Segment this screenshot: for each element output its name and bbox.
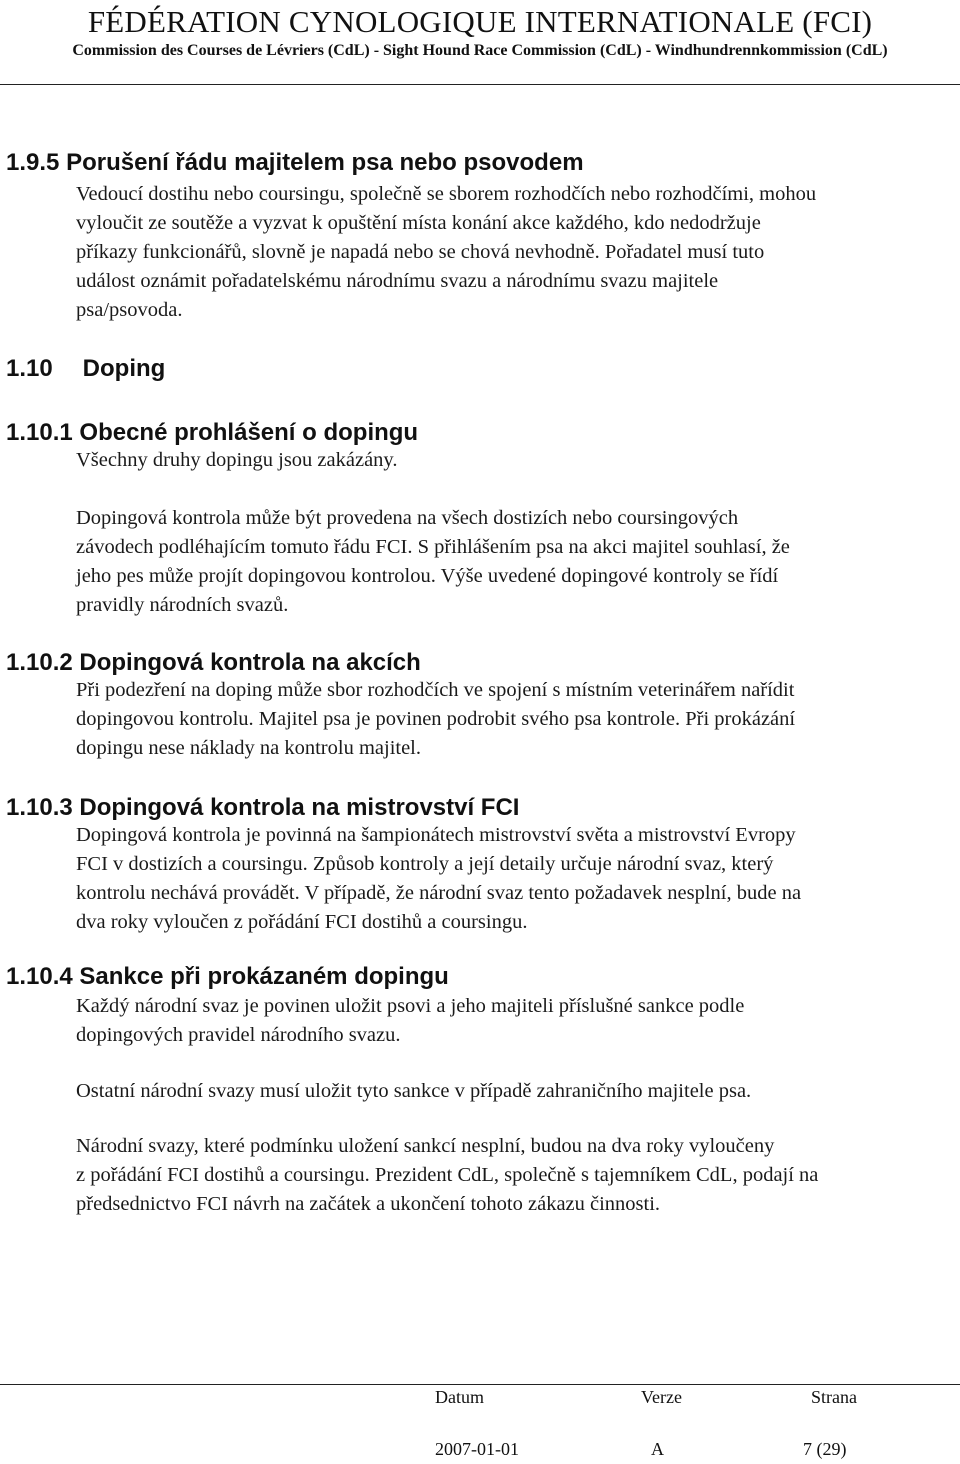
text-line: kontrolu nechává provádět. V případě, že národní svaz tento požadavek nesplní, bude na (76, 882, 802, 904)
footer-date-label: Datum (435, 1387, 484, 1407)
footer-rule (0, 1384, 960, 1385)
text-line: dopingu nese náklady na kontrolu majitel. (76, 737, 422, 759)
paragraph-1-10-1a (76, 446, 960, 475)
text-line: dopingových pravidel národního svazu. (76, 1024, 401, 1046)
section-heading-1-10-1 (6, 418, 418, 448)
text-line: Ostatní národní svazy musí uložit tyto sankce v případě zahraničního majitele psa. (76, 1080, 752, 1102)
section-title: Sankce při prokázaném dopingu (79, 963, 449, 990)
section-number: 1.10.2 (6, 649, 73, 676)
paragraph-1-10-4b (76, 1077, 960, 1106)
section-heading-1-10 (6, 354, 165, 384)
header-subtitle: Commission des Courses de Lévriers (CdL) - Sight Hound Race Commission (CdL) - Windhundrennkommission (CdL) (72, 42, 888, 59)
section-number: 1.10 (6, 355, 53, 382)
text-line: FCI v dostizích a coursingu. Způsob kontroly a její detaily určuje národní svaz, který (76, 853, 774, 875)
header-rule (0, 84, 960, 85)
paragraph-1-10-2 (76, 676, 960, 763)
text-line: závodech podléhajícím tomuto řádu FCI. S přihlášením psa na akci majitel souhlasí, že (76, 536, 790, 558)
text-line: příkazy funkcionářů, slovně je napadá nebo se chová nevhodně. Pořadatel musí tuto (76, 241, 765, 263)
text-line: Národní svazy, které podmínku uložení sankcí nesplní, budou na dva roky vyloučeny (76, 1135, 775, 1157)
text-line: pravidly národních svazů. (76, 594, 289, 616)
text-line: Všechny druhy dopingu jsou zakázány. (76, 449, 398, 471)
paragraph-1-10-4a (76, 992, 960, 1050)
section-number: 1.10.3 (6, 794, 73, 821)
section-heading-1-10-3 (6, 793, 519, 823)
paragraph-1-10-4c (76, 1132, 960, 1219)
paragraph-1-10-1b (76, 504, 960, 620)
paragraph-1-9-5 (76, 180, 960, 325)
text-line: vyloučit ze soutěže a vyzvat k opuštění místa konání akce každého, kdo nedodržuje (76, 212, 761, 234)
text-line: z pořádání FCI dostihů a coursingu. Prezident CdL, společně s tajemníkem CdL, podají na (76, 1164, 819, 1186)
footer-date-value: 2007-01-01 (435, 1439, 519, 1459)
section-title: Dopingová kontrola na mistrovství FCI (79, 794, 520, 821)
section-title: Doping (82, 355, 166, 382)
text-line: Vedoucí dostihu nebo coursingu, společně se sborem rozhodčích nebo rozhodčími, mohou (76, 183, 817, 205)
text-line: Dopingová kontrola může být provedena na všech dostizích nebo coursingových (76, 507, 739, 529)
section-number: 1.10.4 (6, 963, 73, 990)
section-number: 1.9.5 (6, 149, 60, 176)
footer-version-value: A (651, 1439, 664, 1459)
footer-page-label: Strana (811, 1387, 857, 1407)
section-heading-1-10-2 (6, 648, 421, 678)
text-line: psa/psovoda. (76, 299, 183, 321)
text-line: Každý národní svaz je povinen uložit psovi a jeho majiteli příslušné sankce podle (76, 995, 745, 1017)
section-title: Dopingová kontrola na akcích (79, 649, 421, 676)
section-number: 1.10.1 (6, 419, 73, 446)
section-title: Obecné prohlášení o dopingu (79, 419, 419, 446)
header-title: FÉDÉRATION CYNOLOGIQUE INTERNATIONALE (FCI) (87, 4, 873, 39)
footer-version-label: Verze (641, 1387, 682, 1407)
text-line: jeho pes může projít dopingovou kontrolou. Výše uvedené dopingové kontroly se řídí (76, 565, 779, 587)
text-line: dopingovou kontrolu. Majitel psa je povinen podrobit svého psa kontrole. Při prokázání (76, 708, 796, 730)
text-line: Dopingová kontrola je povinná na šampionátech mistrovství světa a mistrovství Evropy (76, 824, 796, 846)
section-title: Porušení řádu majitelem psa nebo psovodem (66, 149, 584, 176)
text-line: Při podezření na doping může sbor rozhodčích ve spojení s místním veterinářem nařídit (76, 679, 795, 701)
text-line: předsednictvo FCI návrh na začátek a ukončení tohoto zákazu činnosti. (76, 1193, 661, 1215)
section-heading-1-9-5 (6, 148, 584, 178)
text-line: dva roky vyloučen z pořádání FCI dostihů a coursingu. (76, 911, 528, 933)
section-heading-1-10-4 (6, 962, 449, 992)
text-line: událost oznámit pořadatelskému národnímu svazu a národnímu svazu majitele (76, 270, 719, 292)
footer-page-value: 7 (29) (803, 1439, 847, 1459)
paragraph-1-10-3 (76, 821, 960, 937)
